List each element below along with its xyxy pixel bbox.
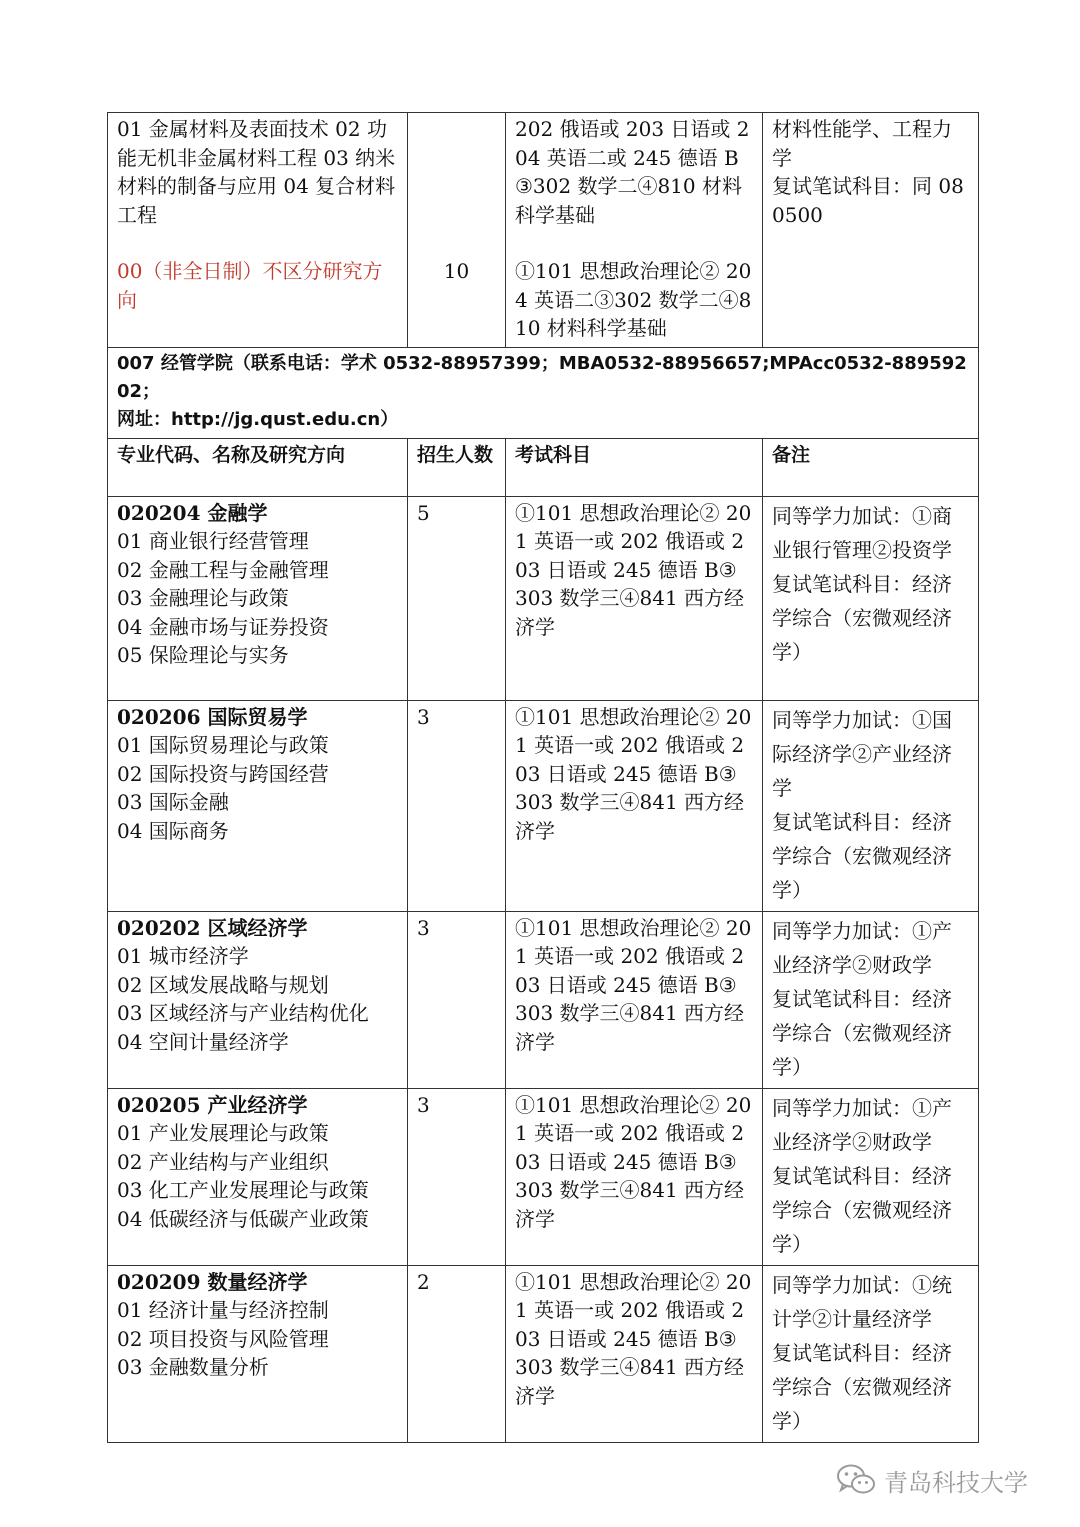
notes-text: 同等学力加试：①产业经济学②财政学 — [772, 918, 952, 977]
exam-cell: ①101 思想政治理论② 201 英语一或 202 俄语或 203 日语或 245 德语 B③ 303 数学三④841 西方经济学 — [506, 496, 763, 700]
major-code-name: 020202 区域经济学 — [117, 915, 308, 940]
notes-retest: 复试笔试科目：经济学综合（宏微观经济学） — [772, 809, 952, 902]
direction-item: 02 金融工程与金融管理 — [117, 557, 329, 582]
column-header-row — [108, 438, 979, 496]
quota-cell: 3 — [408, 911, 506, 1088]
exam-cell — [506, 113, 763, 348]
direction-item: 01 商业银行经营管理 — [117, 529, 309, 553]
major-code-name: 020206 国际贸易学 — [117, 704, 308, 729]
exam-subjects-part-time: ①101 思想政治理论② 204 英语二③302 数学二④810 材料科学基础 — [515, 259, 752, 340]
directions-cell — [108, 113, 408, 348]
admissions-table — [107, 112, 979, 1443]
direction-item: 02 项目投资与风险管理 — [117, 1326, 329, 1351]
college-header-cell — [108, 347, 979, 438]
column-header: 招生人数 — [408, 438, 506, 496]
direction-item: 01 国际贸易理论与政策 — [117, 733, 329, 757]
notes-retest: 复试笔试科目：经济学综合（宏微观经济学） — [772, 986, 952, 1079]
table-row — [108, 700, 979, 911]
quota-cell: 5 — [408, 496, 506, 700]
direction-item: 01 城市经济学 — [117, 944, 249, 968]
direction-item: 03 区域经济与产业结构优化 — [117, 1001, 369, 1025]
direction-item: 03 金融数量分析 — [117, 1355, 269, 1379]
quota-cell — [408, 113, 506, 348]
direction-item: 01 产业发展理论与政策 — [117, 1121, 329, 1145]
exam-cell: ①101 思想政治理论② 201 英语一或 202 俄语或 203 日语或 245 德语 B③ 303 数学三④841 西方经济学 — [506, 1265, 763, 1442]
direction-item: 03 金融理论与政策 — [117, 586, 289, 610]
direction-item: 03 化工产业发展理论与政策 — [117, 1178, 369, 1202]
major-code-name: 020209 数量经济学 — [117, 1269, 308, 1294]
college-header-line1: 007 经管学院（联系电话：学术 0532-88957399；MBA0532-88956657;MPAcc0532-88959202； — [117, 352, 967, 402]
exam-cell: ①101 思想政治理论② 201 英语一或 202 俄语或 203 日语或 245 德语 B③ 303 数学三④841 西方经济学 — [506, 1088, 763, 1265]
direction-item: 04 金融市场与证券投资 — [117, 614, 329, 639]
column-header: 专业代码、名称及研究方向 — [108, 438, 408, 496]
quota-cell: 3 — [408, 700, 506, 911]
major-cell — [108, 1088, 408, 1265]
college-header-line2: 网址：http://jg.qust.edu.cn） — [117, 408, 399, 430]
table-row — [108, 911, 979, 1088]
column-header: 备注 — [763, 438, 979, 496]
direction-item: 04 低碳经济与低碳产业政策 — [117, 1206, 369, 1231]
table-row — [108, 1088, 979, 1265]
notes-cell — [763, 700, 979, 911]
college-header-row — [108, 347, 979, 438]
direction-item: 04 空间计量经济学 — [117, 1029, 289, 1054]
major-cell — [108, 911, 408, 1088]
major-code-name: 020205 产业经济学 — [117, 1092, 308, 1117]
direction-item: 01 经济计量与经济控制 — [117, 1298, 329, 1322]
notes-cell — [763, 1265, 979, 1442]
part-time-direction: 00（非全日制）不区分研究方向 — [117, 259, 383, 312]
direction-item: 02 国际投资与跨国经营 — [117, 761, 329, 786]
notes-text: 同等学力加试：①国际经济学②产业经济学 — [772, 707, 952, 800]
watermark-text: 青岛科技大学 — [884, 1468, 1028, 1497]
table-row — [108, 113, 979, 348]
notes-retest: 复试笔试科目：经济学综合（宏微观经济学） — [772, 1340, 952, 1433]
exam-cell: ①101 思想政治理论② 201 英语一或 202 俄语或 203 日语或 245 德语 B③ 303 数学三④841 西方经济学 — [506, 911, 763, 1088]
direction-item: 02 区域发展战略与规划 — [117, 972, 329, 997]
notes-cell — [763, 113, 979, 348]
quota-cell: 3 — [408, 1088, 506, 1265]
notes-text: 同等学力加试：①商业银行管理②投资学 — [772, 503, 952, 562]
wechat-watermark — [836, 1460, 1028, 1500]
direction-item: 04 国际商务 — [117, 818, 229, 843]
exam-cell: ①101 思想政治理论② 201 英语一或 202 俄语或 203 日语或 245 德语 B③ 303 数学三④841 西方经济学 — [506, 700, 763, 911]
notes-text: 同等学力加试：①产业经济学②财政学 — [772, 1095, 952, 1154]
table-row — [108, 496, 979, 700]
notes-cell — [763, 1088, 979, 1265]
notes-retest: 复试笔试科目：经济学综合（宏微观经济学） — [772, 1163, 952, 1256]
notes-cell — [763, 496, 979, 700]
direction-item: 03 国际金融 — [117, 790, 229, 814]
wechat-icon — [836, 1463, 876, 1497]
research-directions: 01 金属材料及表面技术 02 功能无机非金属材料工程 03 纳米材料的制备与应用 04 复合材料工程 — [117, 117, 396, 227]
column-header: 考试科目 — [506, 438, 763, 496]
notes-cell — [763, 911, 979, 1088]
direction-item: 02 产业结构与产业组织 — [117, 1149, 329, 1174]
quota-value: 10 — [443, 259, 470, 283]
notes-retest: 复试笔试科目：经济学综合（宏微观经济学） — [772, 571, 952, 664]
major-cell — [108, 1265, 408, 1442]
exam-subjects: 202 俄语或 203 日语或 204 英语二或 245 德语 B ③302 数学二④810 材料科学基础 — [515, 117, 750, 227]
table-row — [108, 1265, 979, 1442]
notes-text: 同等学力加试：①统计学②计量经济学 — [772, 1272, 952, 1331]
notes-text: 材料性能学、工程力学 — [772, 117, 952, 170]
major-code-name: 020204 金融学 — [117, 500, 268, 525]
quota-cell: 2 — [408, 1265, 506, 1442]
direction-item: 05 保险理论与实务 — [117, 643, 289, 667]
major-cell — [108, 700, 408, 911]
notes-retest: 复试笔试科目：同 080500 — [772, 174, 964, 227]
major-cell — [108, 496, 408, 700]
